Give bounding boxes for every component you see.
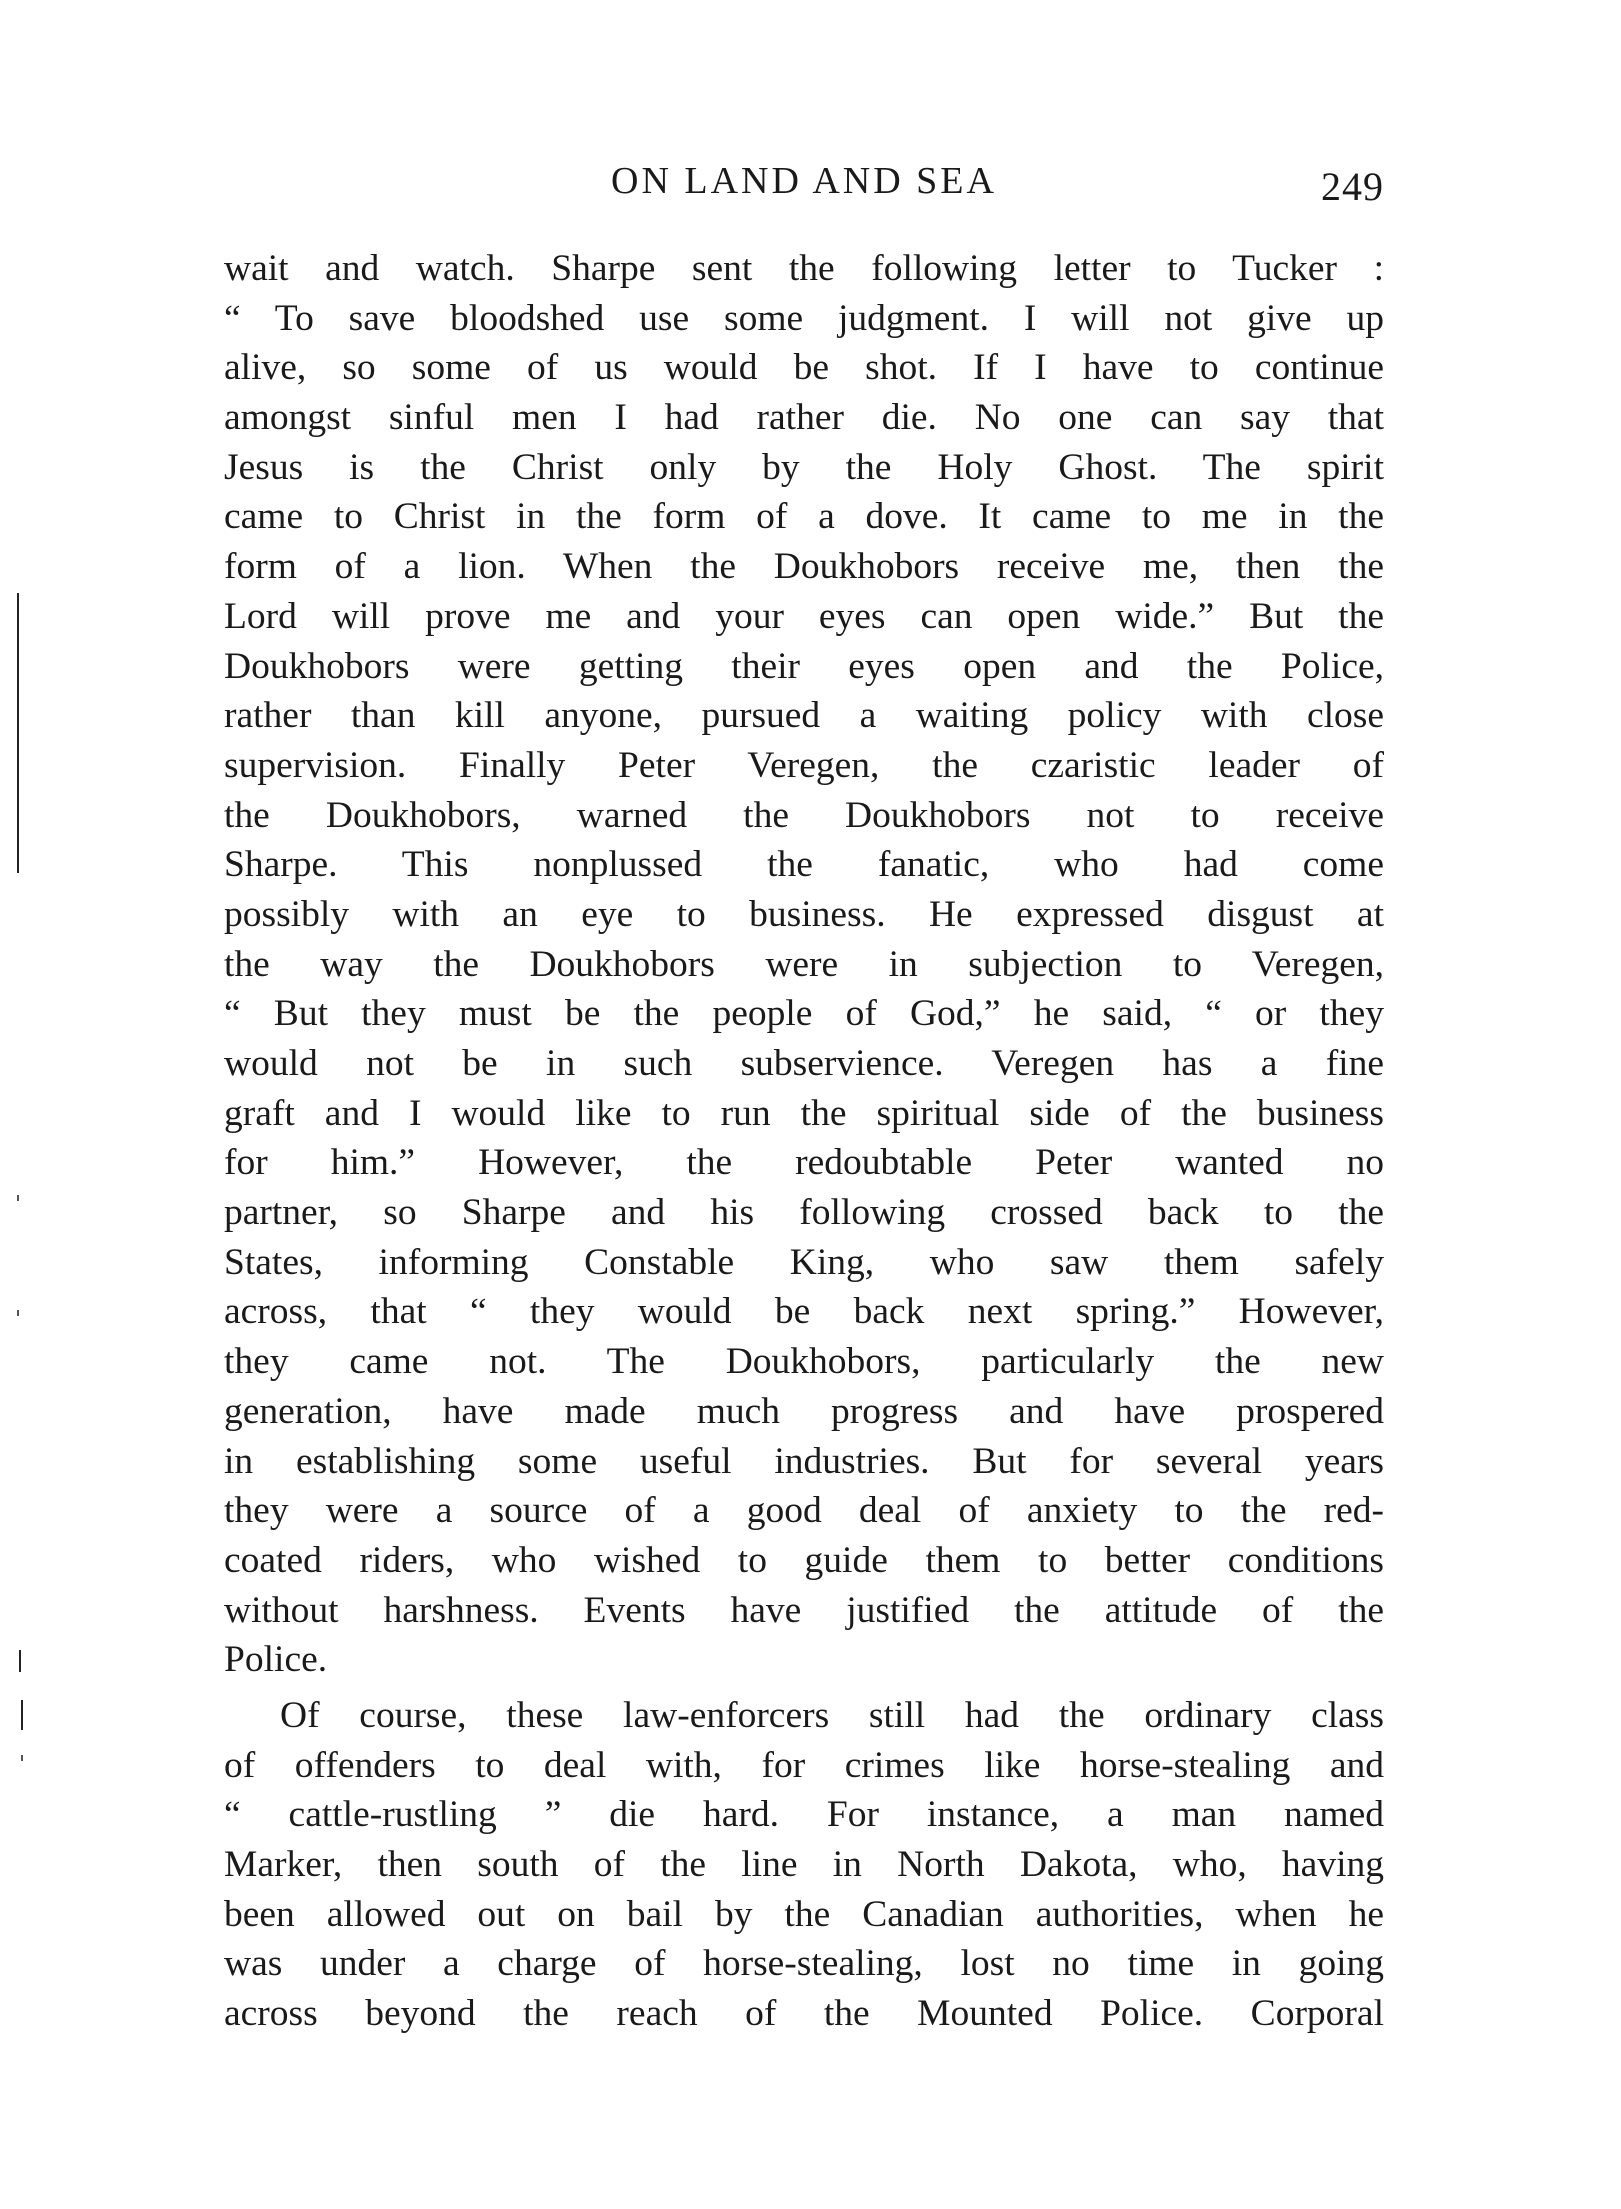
- text-line: graft and I would like to run the spiritual side of the business: [224, 1092, 1384, 1134]
- text-line: States, informing Constable King, who saw them safely: [224, 1241, 1384, 1283]
- gutter-dot: [21, 1755, 23, 1761]
- page-number: 249: [1321, 164, 1384, 209]
- paragraph-2: [224, 1691, 1384, 2039]
- text-line: Police.: [224, 1639, 328, 1681]
- text-line: coated riders, who wished to guide them to better conditions: [224, 1539, 1384, 1581]
- text-line: generation, have made much progress and have prospered: [224, 1390, 1384, 1432]
- text-line: amongst sinful men I had rather die. No one can say that: [224, 397, 1384, 439]
- text-line: Marker, then south of the line in North Dakota, who, having: [224, 1844, 1384, 1885]
- text-line: supervision. Finally Peter Veregen, the czaristic leader of: [224, 744, 1384, 786]
- text-line: Of course, these law-enforcers still had the ordinary class: [280, 1694, 1384, 1736]
- gutter-mark: [17, 593, 19, 873]
- gutter-dot: [17, 1310, 19, 1316]
- text-line: alive, so some of us would be shot. If I have to continue: [224, 347, 1384, 389]
- text-line: “ To save bloodshed use some judgment. I will not give up: [224, 297, 1384, 339]
- paragraph-1: [224, 244, 1384, 1685]
- gutter-mark: [21, 1700, 23, 1730]
- text-line: came to Christ in the form of a dove. It came to me in the: [224, 496, 1384, 538]
- text-line: for him.” However, the redoubtable Peter wanted no: [224, 1142, 1384, 1184]
- text-line: would not be in such subservience. Veregen has a fine: [224, 1043, 1384, 1084]
- text-line: “ cattle-rustling ” die hard. For instance, a man named: [224, 1794, 1384, 1836]
- gutter-dot: [17, 1195, 19, 1201]
- text-line: without harshness. Events have justified the attitude of the: [224, 1589, 1384, 1631]
- running-title: ON LAND AND SEA: [611, 160, 997, 202]
- text-line: rather than kill anyone, pursued a waiting policy with close: [224, 695, 1384, 737]
- text-line: possibly with an eye to business. He expressed disgust at: [224, 893, 1384, 935]
- text-line: “ But they must be the people of God,” he said, “ or they: [224, 993, 1384, 1035]
- text-line: Jesus is the Christ only by the Holy Ghost. The spirit: [224, 446, 1384, 488]
- text-line: Lord will prove me and your eyes can open wide.” But the: [224, 595, 1384, 637]
- text-line: Doukhobors were getting their eyes open and the Police,: [224, 645, 1384, 687]
- text-line: Sharpe. This nonplussed the fanatic, who had come: [224, 844, 1384, 886]
- body-text: [224, 244, 1384, 2039]
- text-line: partner, so Sharpe and his following crossed back to the: [224, 1192, 1384, 1234]
- text-line: they were a source of a good deal of anxiety to the red-: [224, 1490, 1384, 1532]
- text-line: across, that “ they would be back next spring.” However,: [224, 1291, 1384, 1333]
- text-line: across beyond the reach of the Mounted Police. Corporal: [224, 1993, 1384, 2035]
- text-line: been allowed out on bail by the Canadian authorities, when he: [224, 1893, 1384, 1935]
- text-line: the way the Doukhobors were in subjection to Veregen,: [224, 943, 1384, 985]
- text-line: was under a charge of horse-stealing, lost no time in going: [224, 1943, 1384, 1985]
- text-line: in establishing some useful industries. But for several years: [224, 1440, 1384, 1482]
- gutter-mark: [19, 1650, 21, 1672]
- text-line: wait and watch. Sharpe sent the following letter to Tucker :: [224, 248, 1384, 289]
- text-line: the Doukhobors, warned the Doukhobors not to receive: [224, 794, 1384, 836]
- running-head: [224, 155, 1384, 215]
- text-line: of offenders to deal with, for crimes like horse-stealing and: [224, 1744, 1384, 1786]
- text-line: form of a lion. When the Doukhobors receive me, then the: [224, 546, 1384, 588]
- text-line: they came not. The Doukhobors, particularly the new: [224, 1341, 1384, 1383]
